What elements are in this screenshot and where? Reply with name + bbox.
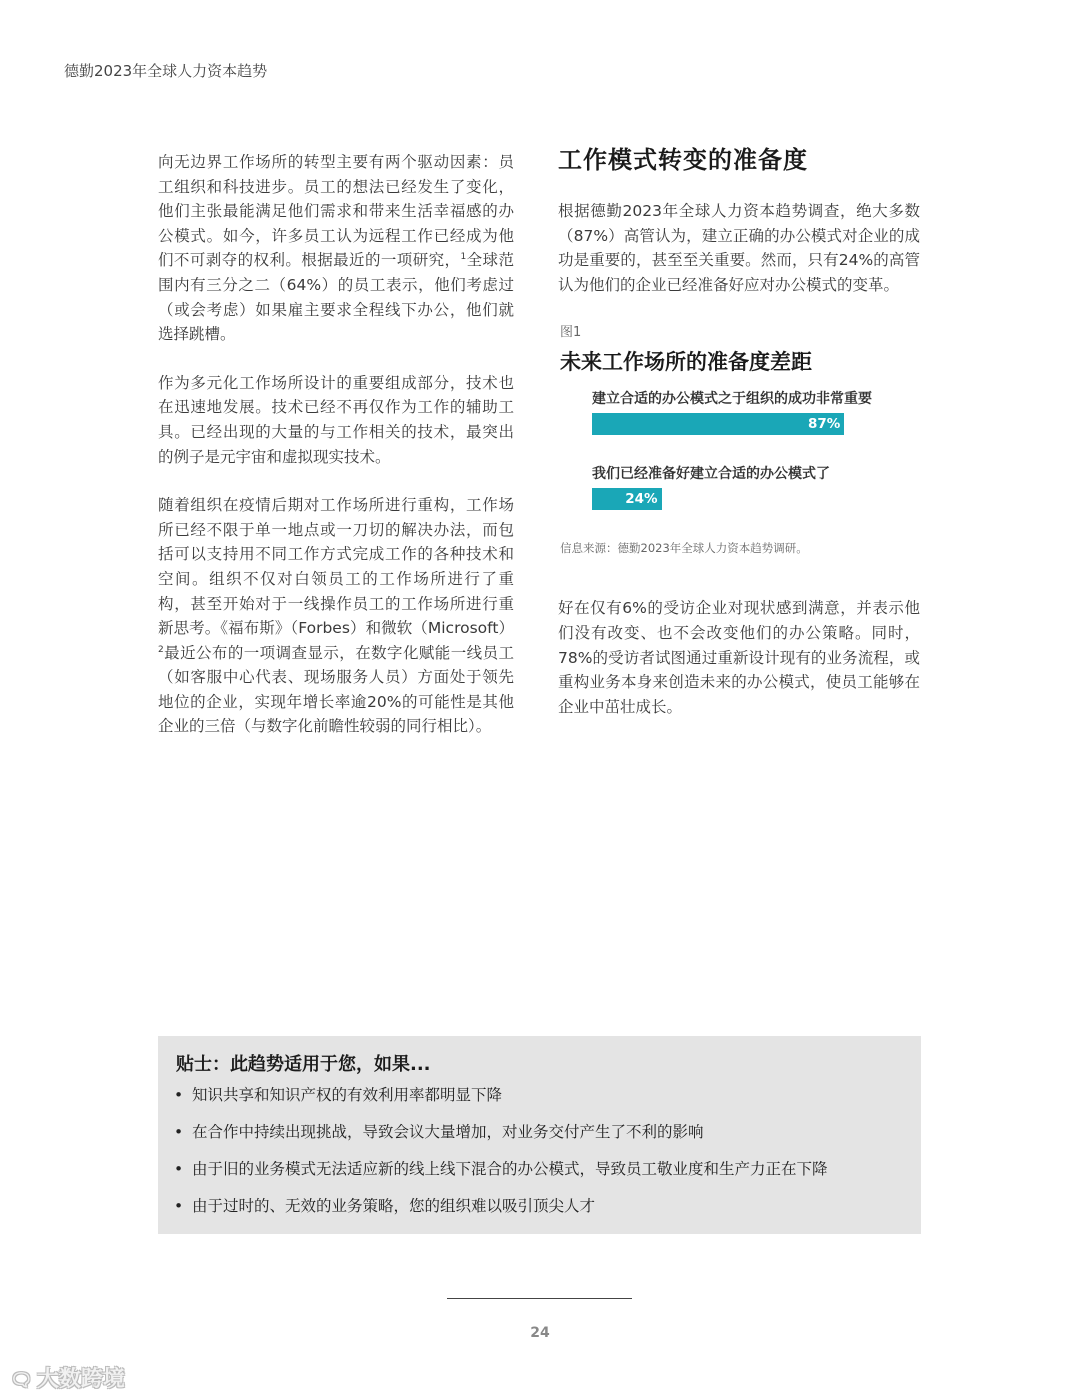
paragraph-text: 全球范围内有三分之二（64%）的员工表示，他们考虑过（或会考虑）如果雇主要求全程线下办公，他们就选择跳槽。	[158, 251, 514, 344]
readiness-bar-chart	[592, 390, 882, 510]
right-column	[558, 140, 920, 743]
chat-bubble-icon: 🗨	[10, 1370, 33, 1391]
list-item-text: 知识共享和知识产权的有效利用率都明显下降	[192, 1086, 503, 1104]
bullet-icon: •	[174, 1160, 184, 1178]
bar	[592, 413, 844, 435]
list-item-text: 在合作中持续出现挑战，导致会议大量增加，对业务交付产生了不利的影响	[192, 1123, 704, 1141]
list-item	[174, 1084, 828, 1121]
bar-category-label: 我们已经准备好建立合适的办公模式了	[592, 466, 830, 483]
tips-list	[174, 1084, 828, 1232]
watermark	[10, 1362, 125, 1393]
bar-track	[592, 488, 882, 510]
watermark-text: 大数跨境	[36, 1367, 125, 1392]
figure-title: 未来工作场所的准备度差距	[560, 350, 812, 375]
bar-track	[592, 413, 882, 435]
tips-title: 贴士：此趋势适用于您，如果...	[176, 1054, 431, 1075]
figure-label: 图1	[560, 325, 582, 341]
footnote-ref: 1	[460, 252, 467, 263]
figure-source: 信息来源：德勤2023年全球人力资本趋势调研。	[560, 541, 808, 556]
footer-divider	[447, 1298, 632, 1299]
list-item	[174, 1121, 828, 1158]
paragraph-text: 最近公布的一项调查显示，在数字化赋能一线员工（如客服中心代表、现场服务人员）方面处于领先地位的企业，实现年增长率逾20%的可能性是其他企业的三倍（与数字化前瞻性较弱的同行相比）。	[158, 643, 514, 736]
document-header: 德勤2023年全球人力资本趋势	[64, 62, 268, 80]
paragraph-technology: 作为多元化工作场所设计的重要组成部分，技术也在迅速地发展。技术已经不再仅作为工作的辅助工具。已经出现的大量的与工作相关的技术，最突出的例子是元宇宙和虚拟现实技术。	[158, 373, 514, 466]
paragraph-text: 随着组织在疫情后期对工作场所进行重构，工作场所已经不限于单一地点或一刀切的解决办法，而包括可以支持用不同工作方式完成工作的各种技术和空间。组织不仅对白领员工的工作场所进行了重构，甚至开始对于一线操作员工的工作场所进行重新思考。《福布斯》（Forbes）和微软（Microsoft）	[158, 496, 514, 638]
paragraph-intro: 根据德勤2023年全球人力资本趋势调查，绝大多数（87%）高管认为，建立正确的办公模式对企业的成功是重要的，甚至至关重要。然而，只有24%的高管认为他们的企业已经准备好应对办公模式的变革。	[558, 202, 920, 294]
bar-category-label: 建立合适的办公模式之于组织的成功非常重要	[592, 391, 872, 408]
paragraph-restructuring	[158, 493, 514, 739]
bar	[592, 488, 662, 510]
tips-box	[158, 1036, 921, 1234]
page-number: 24	[530, 1325, 550, 1341]
left-column	[158, 150, 514, 763]
paragraph-closing: 好在仅有6%的受访企业对现状感到满意，并表示他们没有改变、也不会改变他们的办公策略。同时，78%的受访者试图通过重新设计现有的业务流程，或重构业务本身来创造未来的办公模式，使员工能够在企业中茁壮成长。	[558, 599, 920, 716]
list-item-text: 由于过时的、无效的业务策略，您的组织难以吸引顶尖人才	[192, 1197, 596, 1215]
bar-value-label: 87%	[807, 416, 841, 433]
bullet-icon: •	[174, 1086, 184, 1104]
bullet-icon: •	[174, 1197, 184, 1215]
paragraph-drivers	[158, 150, 514, 347]
bullet-icon: •	[174, 1123, 184, 1141]
paragraph-text: 向无边界工作场所的转型主要有两个驱动因素：员工组织和科技进步。员工的想法已经发生了变化，他们主张最能满足他们需求和带来生活幸福感的办公模式。如今，许多员工认为远程工作已经成为他们不可剥夺的权利。根据最近的一项研究，	[158, 153, 514, 270]
list-item-text: 由于旧的业务模式无法适应新的线上线下混合的办公模式，导致员工敬业度和生产力正在下降	[192, 1160, 828, 1178]
section-heading: 工作模式转变的准备度	[558, 146, 808, 174]
list-item	[174, 1195, 828, 1232]
list-item	[174, 1158, 828, 1195]
footnote-ref: 2	[158, 644, 164, 655]
bar-value-label: 24%	[625, 491, 658, 508]
